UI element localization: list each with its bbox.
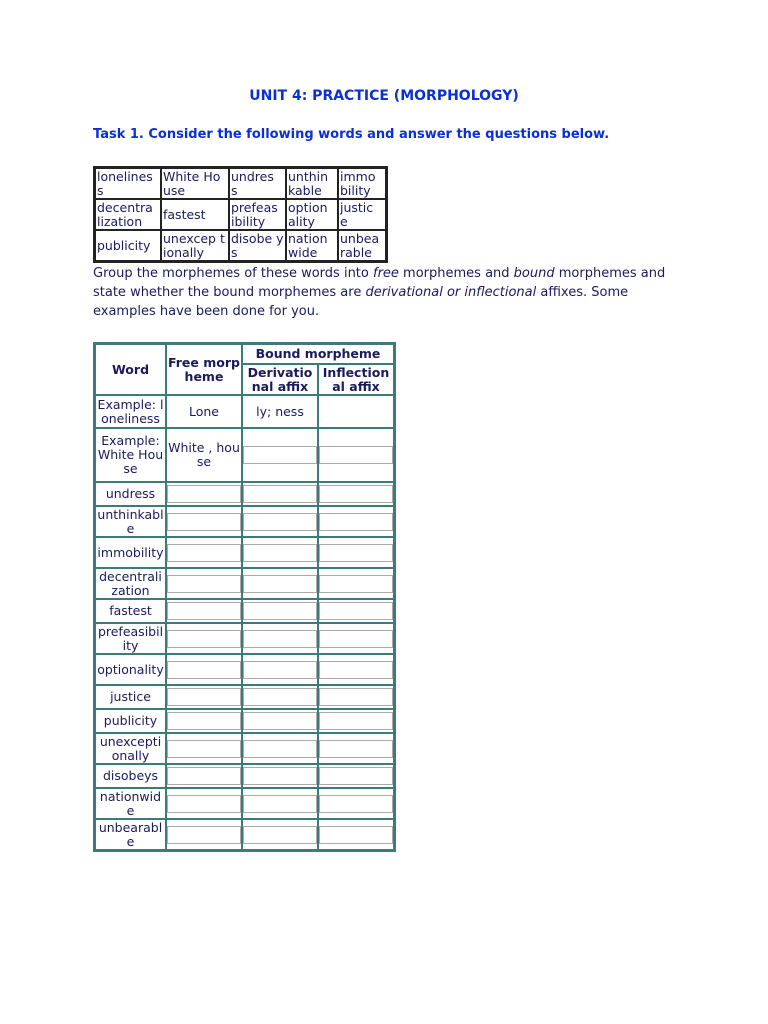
word-cell: decentra lization bbox=[95, 199, 161, 230]
table-row bbox=[95, 599, 394, 623]
free-answer-input[interactable] bbox=[167, 688, 241, 706]
word-cell: undress bbox=[95, 482, 166, 506]
free-answer-input[interactable] bbox=[167, 602, 241, 620]
inflectional-answer-input[interactable] bbox=[319, 544, 393, 562]
inflectional-answer-input[interactable] bbox=[319, 795, 393, 813]
derivational-answer-input[interactable] bbox=[243, 575, 317, 593]
task-heading: Task 1. Consider the following words and answer the questions below. bbox=[93, 127, 610, 142]
inflectional-cell[interactable] bbox=[318, 506, 394, 537]
inflectional-answer-input[interactable] bbox=[319, 661, 393, 679]
free-cell[interactable] bbox=[166, 788, 242, 819]
inflectional-cell[interactable] bbox=[318, 764, 394, 788]
inflectional-cell[interactable] bbox=[318, 685, 394, 709]
derivational-answer-input[interactable] bbox=[243, 630, 317, 648]
table-row bbox=[95, 764, 394, 788]
free-answer-input[interactable] bbox=[167, 630, 241, 648]
word-cell: optionality bbox=[95, 654, 166, 685]
word-cell: unexceptionally bbox=[95, 733, 166, 764]
word-grid bbox=[93, 166, 388, 263]
inflectional-cell[interactable] bbox=[318, 599, 394, 623]
inflectional-answer-input[interactable] bbox=[319, 688, 393, 706]
derivational-answer-input[interactable] bbox=[243, 661, 317, 679]
free-cell: White , house bbox=[166, 428, 242, 482]
derivational-answer-input[interactable] bbox=[243, 712, 317, 730]
word-cell: nationwide bbox=[95, 788, 166, 819]
derivational-cell[interactable] bbox=[242, 623, 318, 654]
derivational-answer-input[interactable] bbox=[243, 688, 317, 706]
word-cell: unexcep tionally bbox=[161, 230, 229, 261]
derivational-cell[interactable] bbox=[242, 482, 318, 506]
table-row bbox=[95, 428, 394, 482]
derivational-cell[interactable] bbox=[242, 537, 318, 568]
header-bound: Bound morpheme bbox=[242, 344, 394, 364]
table-row bbox=[95, 568, 394, 599]
free-answer-input[interactable] bbox=[167, 661, 241, 679]
word-cell: unbea rable bbox=[338, 230, 386, 261]
table-row bbox=[95, 788, 394, 819]
instructions-paragraph bbox=[93, 264, 683, 321]
free-answer-input[interactable] bbox=[167, 575, 241, 593]
word-cell: justice bbox=[95, 685, 166, 709]
word-cell: immobility bbox=[95, 537, 166, 568]
inflectional-answer-input[interactable] bbox=[319, 602, 393, 620]
instructions-deriv: derivational or inflectional bbox=[365, 285, 537, 300]
word-cell: prefeasibility bbox=[95, 623, 166, 654]
derivational-cell[interactable] bbox=[242, 733, 318, 764]
word-cell: fastest bbox=[161, 199, 229, 230]
inflectional-cell[interactable] bbox=[318, 709, 394, 733]
free-answer-input[interactable] bbox=[167, 513, 241, 531]
free-cell[interactable] bbox=[166, 599, 242, 623]
derivational-cell[interactable] bbox=[242, 788, 318, 819]
free-answer-input[interactable] bbox=[167, 826, 241, 844]
inflectional-answer-input[interactable] bbox=[319, 513, 393, 531]
inflectional-answer-input[interactable] bbox=[319, 485, 393, 503]
derivational-answer-input[interactable] bbox=[243, 767, 317, 785]
word-cell: justic e bbox=[338, 199, 386, 230]
header-free: Free morpheme bbox=[166, 344, 242, 395]
word-cell: fastest bbox=[95, 599, 166, 623]
derivational-cell[interactable] bbox=[242, 428, 318, 482]
derivational-cell[interactable] bbox=[242, 654, 318, 685]
derivational-answer-input[interactable] bbox=[243, 826, 317, 844]
table-row bbox=[95, 537, 394, 568]
table-row bbox=[95, 482, 394, 506]
word-cell: prefeas ibility bbox=[229, 199, 286, 230]
word-cell: decentralization bbox=[95, 568, 166, 599]
inflectional-cell[interactable] bbox=[318, 568, 394, 599]
word-cell: publicity bbox=[95, 230, 161, 261]
word-cell: unbearable bbox=[95, 819, 166, 850]
word-cell: disobeys bbox=[95, 764, 166, 788]
instructions-free: free bbox=[373, 266, 399, 281]
inflectional-cell[interactable] bbox=[318, 788, 394, 819]
table-row bbox=[95, 506, 394, 537]
table-row bbox=[95, 623, 394, 654]
free-answer-input[interactable] bbox=[167, 767, 241, 785]
derivational-answer-input[interactable] bbox=[243, 544, 317, 562]
word-cell: Example: White House bbox=[95, 428, 166, 482]
inflectional-answer-input[interactable] bbox=[319, 767, 393, 785]
header-derivational: Derivational affix bbox=[242, 364, 318, 395]
inflectional-answer-input[interactable] bbox=[319, 740, 393, 758]
page-title: UNIT 4: PRACTICE (MORPHOLOGY) bbox=[249, 88, 519, 104]
derivational-cell[interactable] bbox=[242, 599, 318, 623]
free-cell[interactable] bbox=[166, 764, 242, 788]
derivational-answer-input[interactable] bbox=[243, 602, 317, 620]
table-row bbox=[95, 709, 394, 733]
free-answer-input[interactable] bbox=[167, 740, 241, 758]
word-cell: undres s bbox=[229, 168, 286, 199]
derivational-cell[interactable] bbox=[242, 819, 318, 850]
instructions-text: affixes. Some examples have been done for you. bbox=[93, 285, 629, 319]
table-row bbox=[95, 395, 394, 428]
free-cell[interactable] bbox=[166, 568, 242, 599]
word-cell: immo bility bbox=[338, 168, 386, 199]
free-cell[interactable] bbox=[166, 709, 242, 733]
table-row bbox=[95, 685, 394, 709]
inflectional-answer-input[interactable] bbox=[319, 575, 393, 593]
instructions-text: morphemes and state whether the bound morphemes are bbox=[93, 266, 666, 300]
free-answer-input[interactable] bbox=[167, 485, 241, 503]
word-cell: option ality bbox=[286, 199, 338, 230]
word-cell: disobe ys bbox=[229, 230, 286, 261]
free-cell[interactable] bbox=[166, 482, 242, 506]
derivational-cell[interactable] bbox=[242, 764, 318, 788]
free-cell[interactable] bbox=[166, 623, 242, 654]
inflectional-cell[interactable] bbox=[318, 733, 394, 764]
free-cell[interactable] bbox=[166, 506, 242, 537]
word-cell: Example: loneliness bbox=[95, 395, 166, 428]
header-word: Word bbox=[95, 344, 166, 395]
inflectional-cell[interactable] bbox=[318, 537, 394, 568]
word-cell: publicity bbox=[95, 709, 166, 733]
table-row bbox=[95, 654, 394, 685]
free-answer-input[interactable] bbox=[167, 795, 241, 813]
word-cell: unthinkable bbox=[95, 506, 166, 537]
word-cell: White House bbox=[161, 168, 229, 199]
morpheme-table bbox=[93, 342, 396, 852]
inflectional-answer-input[interactable] bbox=[319, 712, 393, 730]
derivational-cell[interactable] bbox=[242, 685, 318, 709]
derivational-cell[interactable] bbox=[242, 568, 318, 599]
inflectional-answer-input[interactable] bbox=[319, 826, 393, 844]
word-cell: lonelines s bbox=[95, 168, 161, 199]
derivational-cell: ly; ness bbox=[242, 395, 318, 428]
inflectional-cell[interactable] bbox=[318, 428, 394, 482]
free-cell[interactable] bbox=[166, 654, 242, 685]
instructions-bound: bound bbox=[513, 266, 555, 281]
derivational-cell[interactable] bbox=[242, 506, 318, 537]
free-cell[interactable] bbox=[166, 537, 242, 568]
free-cell: Lone bbox=[166, 395, 242, 428]
free-cell[interactable] bbox=[166, 685, 242, 709]
inflectional-answer-input[interactable] bbox=[319, 446, 393, 464]
table-row bbox=[95, 733, 394, 764]
word-cell: unthin kable bbox=[286, 168, 338, 199]
derivational-answer-input[interactable] bbox=[243, 513, 317, 531]
instructions-text: morphemes and bbox=[398, 266, 514, 281]
free-cell[interactable] bbox=[166, 733, 242, 764]
free-answer-input[interactable] bbox=[167, 544, 241, 562]
derivational-answer-input[interactable] bbox=[243, 795, 317, 813]
derivational-answer-input[interactable] bbox=[243, 485, 317, 503]
table-row bbox=[95, 819, 394, 850]
inflectional-answer-input[interactable] bbox=[319, 630, 393, 648]
inflectional-cell[interactable] bbox=[318, 654, 394, 685]
derivational-answer-input[interactable] bbox=[243, 446, 317, 464]
derivational-cell[interactable] bbox=[242, 709, 318, 733]
inflectional-cell[interactable] bbox=[318, 623, 394, 654]
free-cell[interactable] bbox=[166, 819, 242, 850]
free-answer-input[interactable] bbox=[167, 712, 241, 730]
derivational-answer-input[interactable] bbox=[243, 740, 317, 758]
inflectional-cell bbox=[318, 395, 394, 428]
header-inflectional: Inflectional affix bbox=[318, 364, 394, 395]
word-cell: nation wide bbox=[286, 230, 338, 261]
inflectional-cell[interactable] bbox=[318, 819, 394, 850]
instructions-text: Group the morphemes of these words into bbox=[93, 266, 373, 281]
inflectional-cell[interactable] bbox=[318, 482, 394, 506]
